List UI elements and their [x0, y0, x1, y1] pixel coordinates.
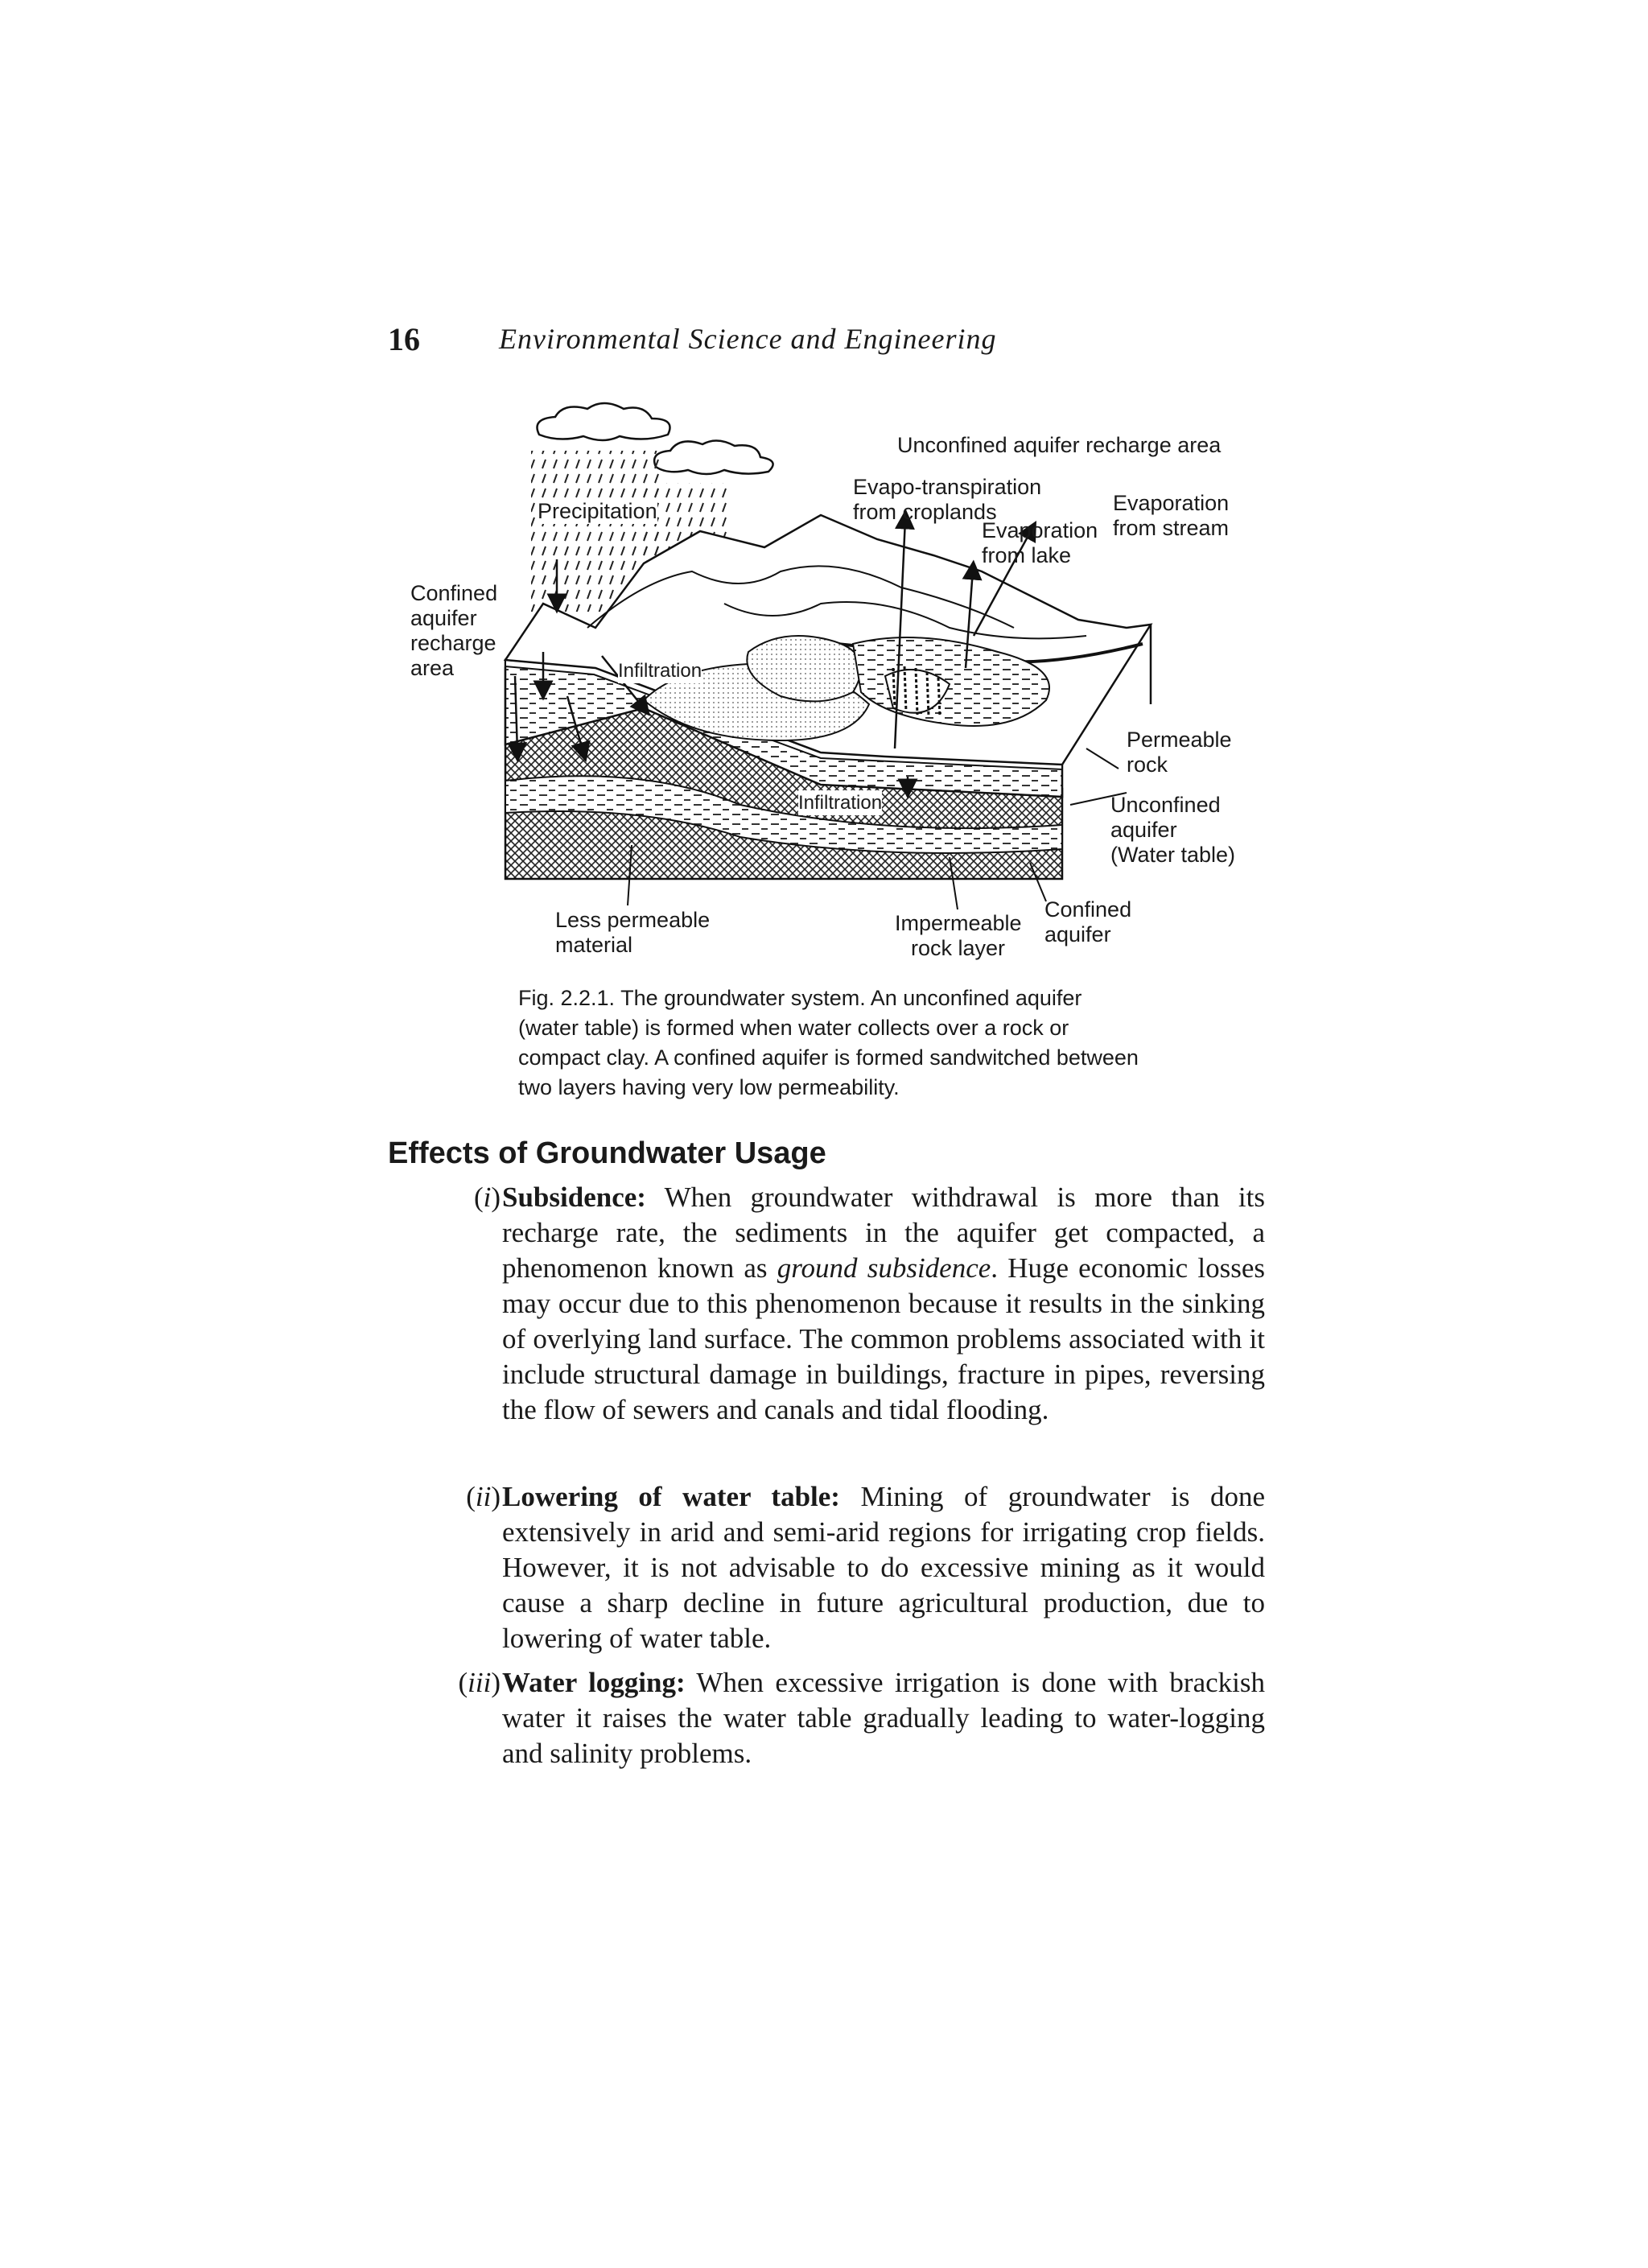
label-less-permeable-1: Less permeable: [555, 908, 711, 932]
label-evaporation-stream: Evaporation: [1113, 491, 1230, 515]
item-body: Lowering of water table: Mining of groundwater is done extensively in arid and semi-arid regions for irrigating crop fields. However, it is not advisable to do excessive mining as it would cause a sharp decline in future agricultural production, due to lowering of water table.: [502, 1481, 1266, 1654]
item-numeral: (i): [473, 1181, 501, 1213]
item-body: Water logging: When excessive irrigation is done with brackish water it raises the water table gradually leading to water-logging and salinity problems.: [502, 1667, 1265, 1769]
section-heading: Effects of Groundwater Usage: [388, 1136, 826, 1170]
cloud-right-icon: [654, 440, 773, 474]
label-infiltration-bottom: Infiltration: [798, 792, 883, 814]
label-impermeable-2: rock layer: [911, 936, 1006, 960]
label-infiltration-top: Infiltration: [618, 660, 702, 682]
list-item: [388, 1665, 1265, 1778]
label-confined-recharge-3: recharge: [410, 631, 496, 655]
label-unconfined-aquifer-2: aquifer: [1110, 818, 1177, 842]
item-title: Subsidence:: [502, 1181, 646, 1213]
list-item: [388, 1479, 1265, 1664]
figure-caption: Fig. 2.2.1. The groundwater system. An unconfined aquifer (water table) is formed when water collects over a rock or compact clay. A confined aquifer is formed sandwitched between two layers having very low permeability.: [518, 986, 1139, 1099]
label-from-stream: from stream: [1113, 516, 1230, 540]
item-body: Subsidence: When groundwater withdrawal is more than its recharge rate, the sediments in the aquifer get compacted, a phenomenon known as ground subsidence. Huge economic losses may occur due to this phenomenon because it results in the sinking of overlying land surface. The common problems associated with it include structural damage in buildings, fracture in pipes, reversing the flow of sewers and canals and tidal flooding.: [502, 1181, 1265, 1425]
label-from-lake: from lake: [982, 543, 1072, 567]
label-evaporation-lake: Evaporation: [982, 518, 1098, 542]
label-less-permeable-2: material: [555, 933, 633, 957]
running-title: Environmental Science and Engineering: [499, 323, 997, 355]
label-evapo-transpiration: Evapo-transpiration: [853, 475, 1042, 499]
label-impermeable-1: Impermeable: [895, 911, 1022, 935]
groundwater-figure: [402, 386, 1255, 998]
label-confined-aquifer-1: Confined: [1044, 897, 1132, 922]
item-numeral: (iii): [458, 1667, 501, 1698]
label-unconfined-recharge-area: Unconfined aquifer recharge area: [897, 433, 1222, 457]
page-number: 16: [388, 321, 420, 357]
label-confined-aquifer-2: aquifer: [1044, 922, 1111, 946]
label-precipitation: Precipitation: [538, 499, 657, 523]
item-numeral: (ii): [466, 1481, 501, 1512]
item-title: Lowering of water table:: [502, 1481, 840, 1512]
label-unconfined-aquifer-3: (Water table): [1110, 843, 1236, 867]
list-item: [388, 1180, 1265, 1478]
label-permeable-rock-1: Permeable: [1127, 728, 1232, 752]
label-confined-recharge-1: Confined: [410, 581, 498, 605]
cloud-left-icon: [538, 403, 670, 440]
label-confined-recharge-4: area: [410, 656, 455, 680]
label-confined-recharge-2: aquifer: [410, 606, 477, 630]
label-permeable-rock-2: rock: [1127, 753, 1168, 777]
item-title: Water logging:: [502, 1667, 686, 1698]
label-from-croplands: from croplands: [853, 500, 997, 524]
label-unconfined-aquifer-1: Unconfined: [1110, 793, 1221, 817]
